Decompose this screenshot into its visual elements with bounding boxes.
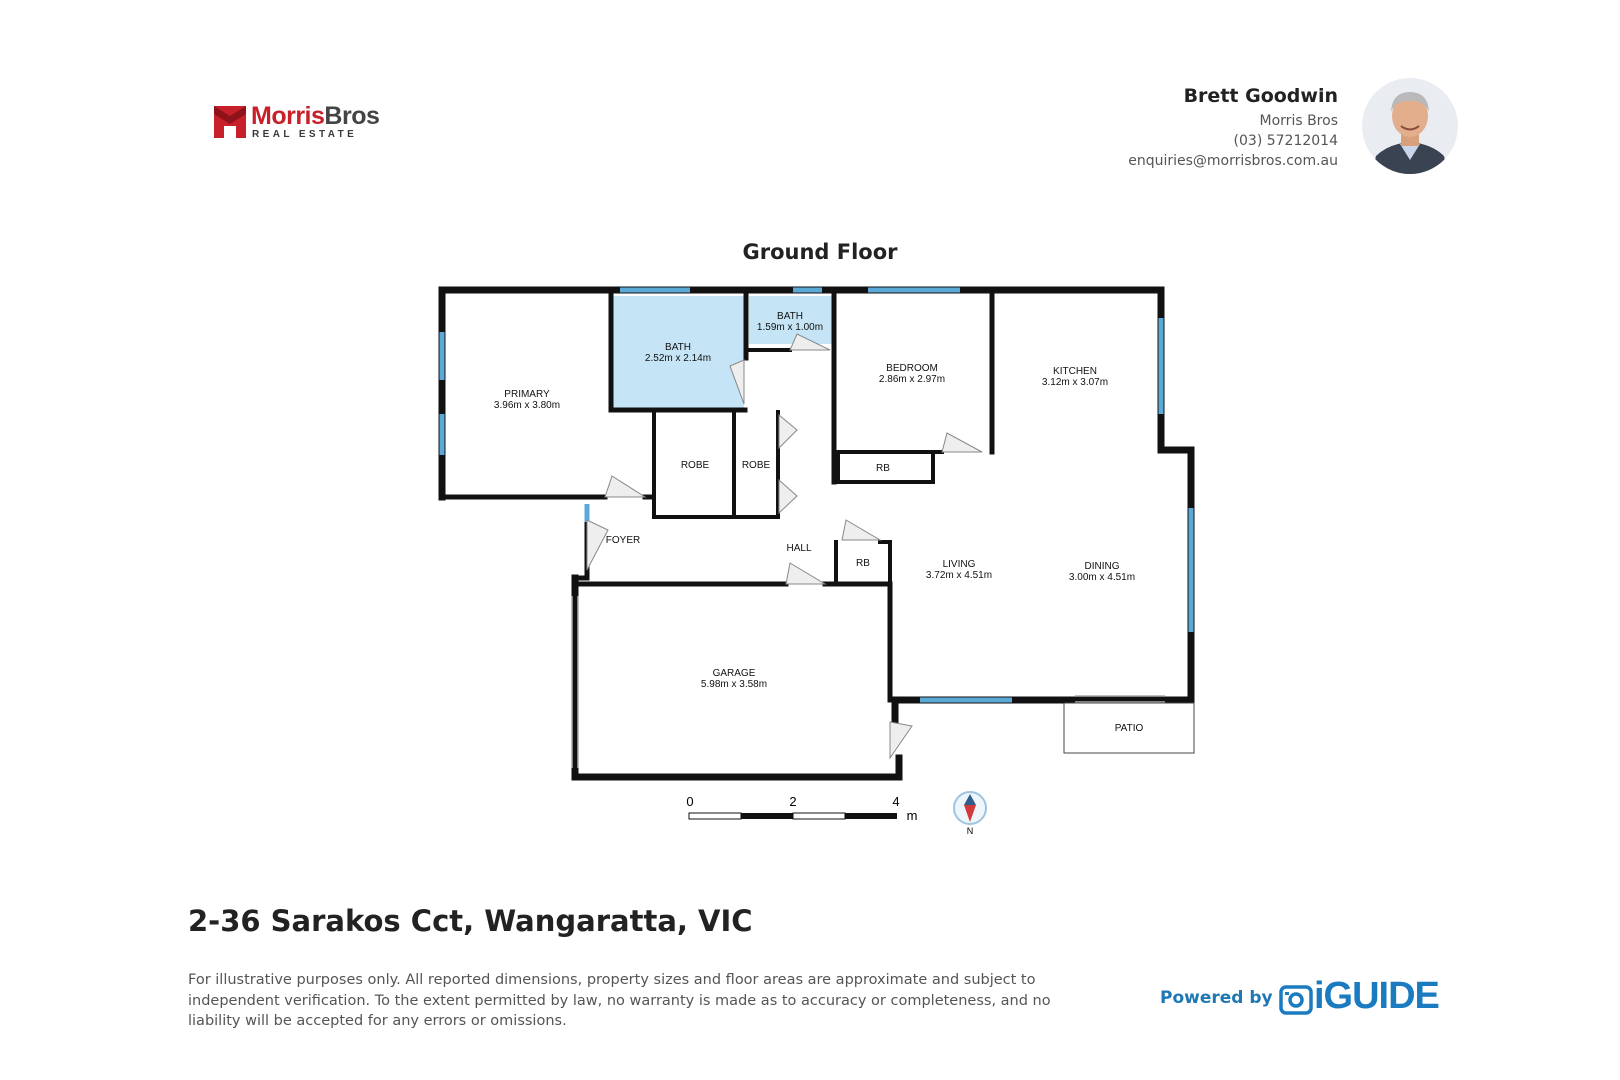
agent-name: Brett Goodwin: [1183, 85, 1338, 107]
door-robe-a: [779, 415, 797, 448]
room-primary-dims: 3.96m x 3.80m: [493, 400, 561, 411]
room-dining-name: DINING: [1084, 561, 1120, 572]
logo-subtitle: REAL ESTATE: [252, 129, 358, 140]
room-rb-lower-name: RB: [856, 558, 870, 569]
door-bedroom: [942, 433, 982, 452]
floor-title: Ground Floor: [742, 240, 898, 264]
room-robe-b-name: ROBE: [741, 460, 771, 471]
room-primary-name: PRIMARY: [504, 389, 550, 400]
scale-tick-0: 0: [686, 794, 694, 809]
room-kitchen-dims: 3.12m x 3.07m: [1041, 377, 1109, 388]
room-bath-dims: 2.52m x 2.14m: [644, 353, 712, 364]
foyer-west-wall: [575, 520, 587, 578]
door-rb-lower: [842, 520, 880, 540]
scale-unit: m: [906, 808, 918, 823]
outer-wall-south-living: [895, 700, 1161, 725]
room-bath-small-name: BATH: [777, 311, 803, 322]
outer-wall-east-kitchen: [1161, 290, 1191, 700]
room-garage-dims: 5.98m x 3.58m: [700, 679, 768, 690]
room-foyer-name: FOYER: [605, 535, 641, 546]
room-hall-name: HALL: [786, 543, 812, 554]
door-garage-side: [890, 722, 912, 758]
scale-tick-2: 2: [789, 794, 797, 809]
iguide-camera-icon: [1279, 983, 1313, 1017]
scale-tick-4: 4: [892, 794, 900, 809]
room-kitchen-name: KITCHEN: [1053, 366, 1097, 377]
compass-label: N: [966, 826, 974, 836]
agent-phone[interactable]: (03) 57212014: [1233, 133, 1338, 149]
powered-by-label: Powered by: [1160, 988, 1273, 1008]
logo-wordmark: MorrisBros: [251, 102, 380, 130]
disclaimer: For illustrative purposes only. All reported dimensions, property sizes and floor areas are approximate and subject to independent verification. To the extent permitted by law, no warranty is made as to accuracy or completeness, and no liability will be accepted for any errors or omissions.: [188, 972, 1051, 1029]
room-bedroom-dims: 2.86m x 2.97m: [878, 374, 946, 385]
room-patio-name: PATIO: [1114, 723, 1144, 734]
room-dining-dims: 3.00m x 4.51m: [1068, 572, 1136, 583]
room-robe-a-name: ROBE: [680, 460, 710, 471]
room-bedroom-name: BEDROOM: [886, 363, 938, 374]
room-living-name: LIVING: [942, 559, 976, 570]
property-address: 2-36 Sarakos Cct, Wangaratta, VIC: [188, 904, 753, 938]
agent-email[interactable]: enquiries@morrisbros.com.au: [1128, 153, 1338, 169]
room-rb-upper-name: RB: [876, 463, 890, 474]
agent-company: Morris Bros: [1259, 113, 1338, 129]
door-garage: [786, 563, 825, 584]
room-garage-name: GARAGE: [712, 668, 756, 679]
room-bath-small-dims: 1.59m x 1.00m: [756, 322, 824, 333]
compass-icon: [954, 792, 986, 824]
iguide-logo[interactable]: iGUIDE: [1314, 975, 1439, 1017]
room-living-dims: 3.72m x 4.51m: [925, 570, 993, 581]
door-primary: [605, 476, 645, 497]
scale-bar: [689, 813, 897, 819]
garage-north-wall-b: [825, 584, 890, 700]
door-robe-b: [779, 480, 797, 513]
room-bath-name: BATH: [665, 342, 691, 353]
